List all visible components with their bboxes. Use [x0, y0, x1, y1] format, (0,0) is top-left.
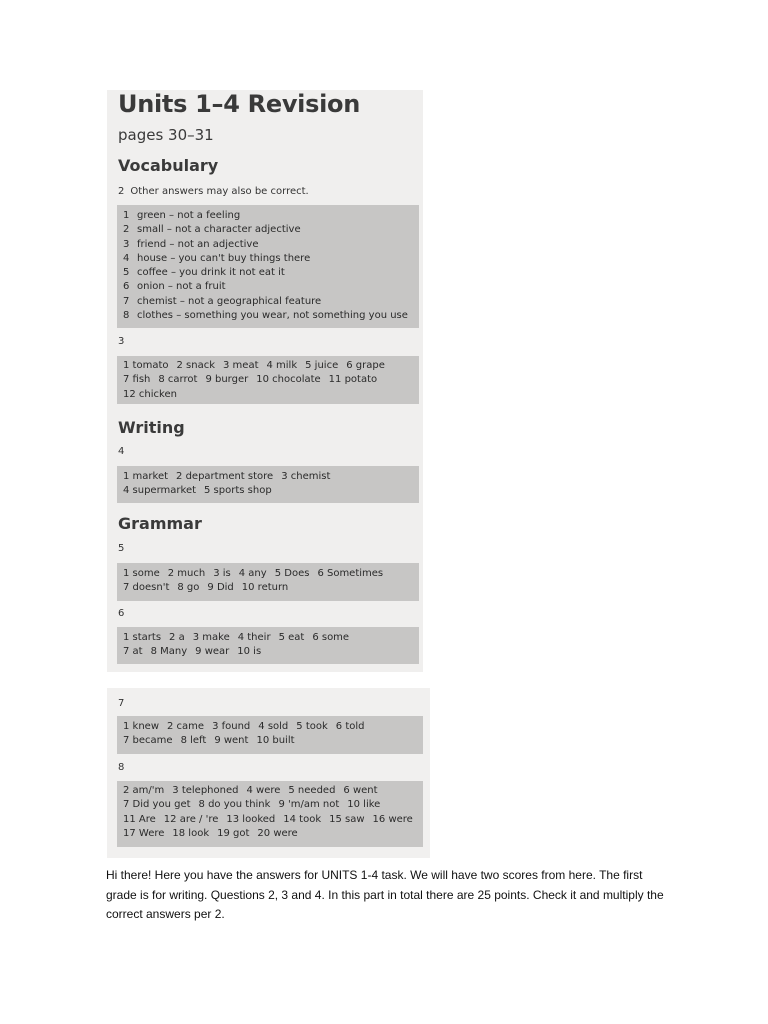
answer-item: 10 like [347, 799, 381, 811]
question-6-answers [117, 627, 419, 664]
answer-item: 5 coffee – you drink it not eat it [123, 267, 285, 279]
answer-item: 7 doesn't [123, 582, 170, 594]
question-3-answers [117, 356, 419, 404]
page-range: pages 30–31 [118, 126, 214, 144]
answer-item: 1 knew [123, 721, 160, 732]
answer-item: 7 fish [123, 374, 151, 386]
answer-item: 8 clothes – something you wear, not something you use [123, 310, 408, 322]
answer-item: 9 went [214, 735, 249, 747]
answer-item: 16 were [372, 813, 413, 825]
answer-item: 2 a [169, 632, 185, 643]
answer-item: 3 is [213, 568, 231, 579]
question-2-label [118, 186, 309, 197]
answer-item: 5 sports shop [204, 485, 272, 497]
answer-item: 15 saw [329, 813, 365, 825]
answer-key-scan-continued [107, 688, 430, 858]
answer-item: 6 grape [346, 360, 385, 371]
question-2-note: Other answers may also be correct. [130, 186, 309, 197]
question-8-answers [117, 781, 423, 847]
answer-item: 10 built [256, 735, 295, 747]
answer-item: 2 snack [176, 360, 216, 371]
answer-item: 20 were [257, 827, 298, 839]
answer-item: 5 took [296, 721, 328, 732]
answer-item: 2 am/'m [123, 785, 165, 796]
answer-item: 3 chemist [281, 471, 331, 482]
answer-item: 6 Sometimes [317, 568, 384, 579]
answer-item: 7 Did you get [123, 799, 191, 811]
answer-item: 12 chicken [123, 388, 177, 400]
answer-item: 9 Did [207, 582, 234, 594]
answer-item: 4 were [246, 785, 281, 796]
answer-item: 3 friend – not an adjective [123, 238, 259, 250]
answer-item: 17 Were [123, 827, 165, 839]
page-title: Units 1–4 Revision [118, 90, 360, 118]
question-8-number: 8 [118, 762, 125, 773]
answer-item: 2 small – not a character adjective [123, 224, 301, 236]
answer-item: 3 meat [223, 360, 259, 371]
question-4-answers [117, 466, 419, 503]
answer-item: 8 left [180, 735, 207, 747]
answer-item: 10 chocolate [256, 374, 321, 386]
answer-item: 10 is [237, 646, 262, 658]
answer-item: 6 went [343, 785, 378, 796]
answer-item: 2 came [167, 721, 205, 732]
answer-item: 9 wear [195, 646, 230, 658]
answer-item: 13 looked [226, 813, 276, 825]
answer-key-scan [107, 90, 423, 672]
answer-item: 11 potato [328, 374, 378, 386]
question-6-number: 6 [118, 608, 125, 619]
writing-heading: Writing [118, 418, 185, 437]
question-7-answers [117, 716, 423, 754]
answer-item: 19 got [217, 827, 250, 839]
answer-item: 1 green – not a feeling [123, 210, 241, 221]
question-2-answers [117, 205, 419, 328]
question-2-number: 2 [118, 186, 125, 197]
answer-item: 4 their [237, 632, 271, 643]
answer-item: 8 do you think [198, 799, 271, 811]
answer-item: 3 found [212, 721, 251, 732]
question-5-answers [117, 563, 419, 601]
answer-item: 5 needed [288, 785, 336, 796]
answer-item: 3 telephoned [172, 785, 239, 796]
answer-item: 7 chemist – not a geographical feature [123, 295, 322, 307]
answer-item: 8 Many [150, 646, 188, 658]
answer-item: 1 tomato [123, 360, 169, 371]
answer-item: 6 some [312, 632, 350, 643]
answer-item: 5 eat [278, 632, 305, 643]
question-7-number: 7 [118, 698, 125, 709]
answer-item: 10 return [241, 582, 289, 594]
answer-item: 5 juice [305, 360, 339, 371]
vocabulary-heading: Vocabulary [118, 156, 219, 175]
answer-item: 5 Does [274, 568, 310, 579]
question-3-number: 3 [118, 336, 125, 347]
answer-item: 3 make [192, 632, 230, 643]
question-4-number: 4 [118, 446, 125, 457]
answer-item: 2 department store [176, 471, 274, 482]
answer-item: 18 look [172, 827, 210, 839]
answer-item: 8 go [177, 582, 200, 594]
answer-item: 2 much [167, 568, 206, 579]
question-5-number: 5 [118, 543, 125, 554]
answer-item: 4 house – you can't buy things there [123, 252, 311, 264]
answer-item: 9 'm/am not [278, 799, 340, 811]
answer-item: 6 told [335, 721, 365, 732]
answer-item: 4 any [238, 568, 267, 579]
answer-item: 4 supermarket [123, 485, 197, 497]
answer-item: 11 Are [123, 813, 156, 825]
answer-item: 1 some [123, 568, 160, 579]
answer-item: 8 carrot [158, 374, 198, 386]
answer-item: 1 market [123, 471, 169, 482]
answer-item: 1 starts [123, 632, 162, 643]
grammar-heading: Grammar [118, 514, 202, 533]
answer-item: 7 became [123, 735, 173, 747]
instructions-text: Hi there! Here you have the answers for UNITS 1-4 task. We will have two scores from here. The first grade is for writing. Questions 2, 3 and 4. In this part in total there are 25 points. Check it and multiply the correct answers per 2. [106, 868, 664, 921]
answer-item: 14 took [283, 813, 322, 825]
answer-item: 4 sold [258, 721, 289, 732]
answer-item: 7 at [123, 646, 143, 658]
answer-item: 12 are / 're [163, 813, 219, 825]
answer-item: 9 burger [205, 374, 249, 386]
answer-item: 4 milk [266, 360, 298, 371]
answer-item: 6 onion – not a fruit [123, 281, 226, 293]
